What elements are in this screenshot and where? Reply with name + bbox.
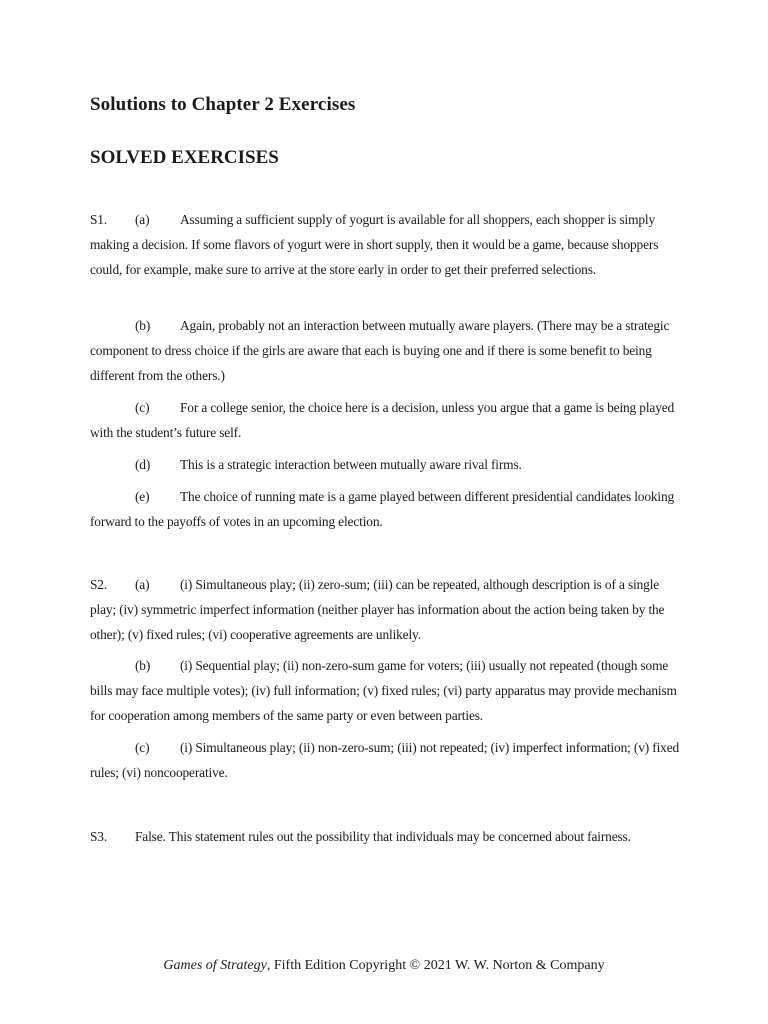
exercise-s1-c [90, 396, 680, 446]
answer-text: The choice of running mate is a game played between different presidential candidates looking forward to the payoffs of votes in an upcoming election. [90, 489, 675, 529]
exercise-s1-a [90, 208, 680, 282]
exercise-label: S3. [90, 829, 108, 844]
answer-text: This is a strategic interaction between mutually aware rival firms. [180, 457, 522, 472]
answer-text: False. This statement rules out the possibility that individuals may be concerned about fairness. [135, 829, 631, 844]
answer-text: (i) Sequential play; (ii) non-zero-sum game for voters; (iii) usually not repeated (though some bills may face multiple votes); (iv) full information; (v) fixed rules; (vi) party apparatus may provide mechanism for cooperation among members of the same party or even between parties. [90, 658, 677, 723]
section-heading: SOLVED EXERCISES [90, 147, 279, 168]
answer-text: Assuming a sufficient supply of yogurt is available for all shoppers, each shopper is simply making a decision. If some flavors of yogurt were in short supply, then it would be a game, because shoppers could, for example, make sure to arrive at the store early in order to get their preferred selections. [90, 212, 659, 277]
page-title: Solutions to Chapter 2 Exercises [90, 94, 356, 115]
answer-text: Again, probably not an interaction between mutually aware players. (There may be a strategic component to dress choice if the girls are aware that each is buying one and if there is some benefit to being different from the others.) [90, 318, 670, 383]
part-label: (c) [135, 400, 150, 415]
copyright-footer [0, 958, 768, 974]
book-title: Games of Strategy [163, 958, 267, 973]
exercise-label: S1. [90, 212, 108, 227]
part-label: (d) [135, 457, 151, 472]
answer-text: (i) Simultaneous play; (ii) zero-sum; (iii) can be repeated, although description is of a single play; (iv) symmetric imperfect information (neither player has information about the action being taken by the other); (v) fixed rules; (vi) cooperative agreements are unlikely. [90, 577, 665, 642]
part-label: (b) [135, 318, 151, 333]
exercise-s1-b [90, 314, 680, 388]
exercise-s1-d [90, 453, 680, 478]
exercise-s2-a [90, 573, 680, 647]
copyright-text: , Fifth Edition Copyright © 2021 W. W. Norton & Company [266, 958, 605, 973]
exercise-s3 [90, 825, 680, 850]
part-label: (c) [135, 740, 150, 755]
part-label: (a) [135, 212, 150, 227]
exercise-s2-c [90, 736, 680, 786]
exercise-s1-e [90, 485, 680, 535]
part-label: (a) [135, 577, 150, 592]
exercise-label: S2. [90, 577, 108, 592]
part-label: (e) [135, 489, 150, 504]
answer-text: (i) Simultaneous play; (ii) non-zero-sum; (iii) not repeated; (iv) imperfect information; (v) fixed rules; (vi) noncooperative. [90, 740, 680, 780]
part-label: (b) [135, 658, 151, 673]
exercise-s2-b [90, 654, 680, 728]
answer-text: For a college senior, the choice here is a decision, unless you argue that a game is being played with the student’s future self. [90, 400, 675, 440]
